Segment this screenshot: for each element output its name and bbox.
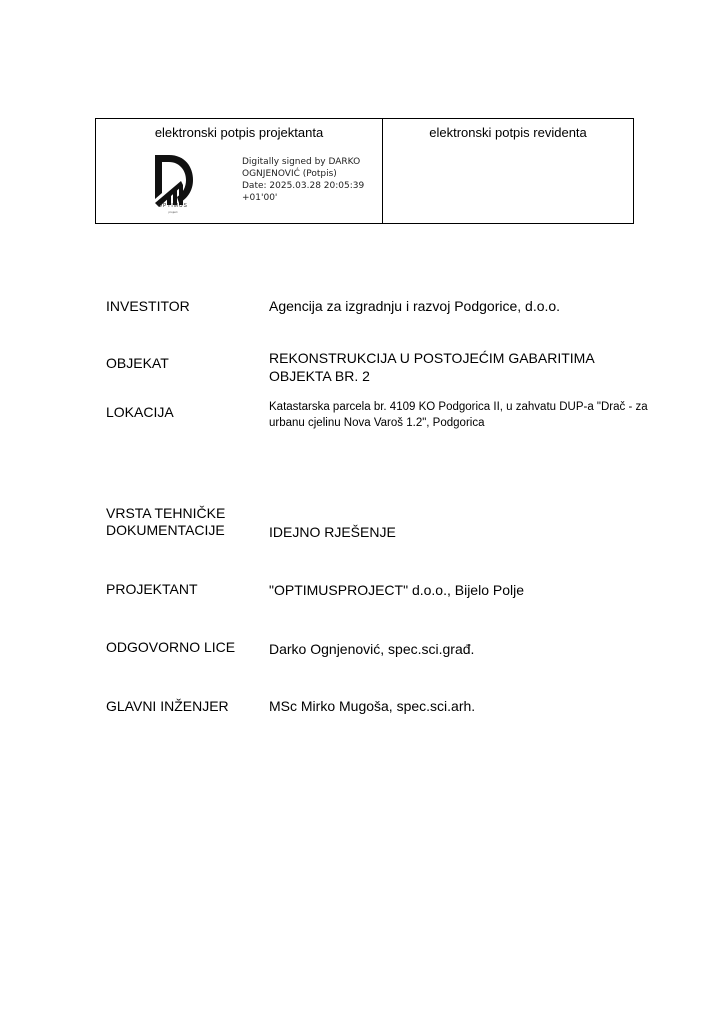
objekat-value-line1: REKONSTRUKCIJA U POSTOJEĆIM GABARITIMA [269, 350, 595, 366]
designer-signature-header: elektronski potpis projektanta [154, 125, 324, 140]
vrsta-value: IDEJNO RJEŠENJE [269, 524, 396, 540]
signature-table [95, 118, 634, 224]
investitor-label: INVESTITOR [106, 298, 190, 314]
lokacija-label: LOKACIJA [106, 404, 174, 420]
lokacija-value-line2: urbanu cjelinu Nova Varoš 1.2", Podgorica [269, 417, 485, 429]
signature-line: +01'00' [242, 193, 278, 203]
lokacija-value-line1: Katastarska parcela br. 4109 KO Podgorica II, u zahvatu DUP-a "Drač - za [269, 401, 648, 413]
vrsta-label-line2: DOKUMENTACIJE [106, 522, 225, 538]
signature-line: OGNJENOVIĆ (Potpis) [242, 169, 337, 179]
investitor-value: Agencija za izgradnju i razvoj Podgorice, d.o.o. [269, 298, 561, 314]
logo-wordmark: OPTIMUS [158, 203, 188, 209]
logo-subtext: project [168, 210, 178, 214]
glavni-inzenjer-label: GLAVNI INŽENJER [106, 698, 229, 714]
glavni-inzenjer-value: MSc Mirko Mugoša, spec.sci.arh. [269, 698, 476, 714]
reviewer-signature-header: elektronski potpis revidenta [429, 125, 587, 140]
digital-signature-text [242, 156, 364, 204]
odgovorno-lice-value: Darko Ognjenović, spec.sci.građ. [269, 641, 475, 657]
projektant-label: PROJEKTANT [106, 581, 198, 597]
odgovorno-lice-label: ODGOVORNO LICE [106, 639, 236, 655]
signature-line: Date: 2025.03.28 20:05:39 [242, 181, 365, 191]
vrsta-label-line1: VRSTA TEHNIČKE [106, 505, 226, 521]
designer-signature-cell [96, 119, 383, 223]
signature-line: Digitally signed by DARKO [242, 157, 361, 167]
projektant-value: "OPTIMUSPROJECT" d.o.o., Bijelo Polje [269, 582, 525, 598]
reviewer-signature-cell [383, 119, 633, 223]
objekat-value-line2: OBJEKTA BR. 2 [269, 368, 370, 384]
objekat-label: OBJEKAT [106, 355, 169, 371]
